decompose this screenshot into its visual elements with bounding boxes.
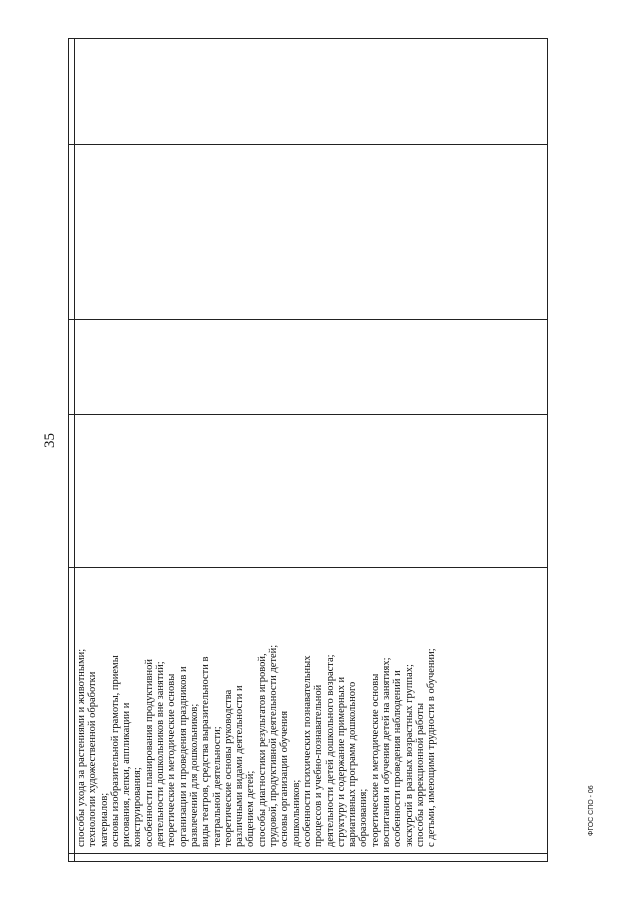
knowledge-line: экскурсий в разных возрастных группах; [403,664,415,847]
index-cell [75,853,547,861]
knowledge-line: образования; [358,788,370,847]
top-cell-2 [69,567,74,853]
empty-cell-5 [75,144,547,319]
knowledge-line: основы изобразительной грамоты, приемы [109,655,121,847]
knowledge-line: вариативных программ дошкольного [347,681,359,847]
knowledge-line: рисования, лепки, аппликации и [121,702,133,847]
knowledge-line: конструирования; [132,767,144,847]
top-cell-3 [69,414,74,567]
table-main-row [75,39,547,861]
empty-cell-4 [75,319,547,414]
knowledge-line: воспитания и обучения детей на занятиях; [381,657,393,847]
top-cell-6 [69,39,74,144]
knowledge-line: материалов; [98,792,110,847]
knowledge-line: способы ухода за растениями и животными; [76,648,87,847]
top-cell-4 [69,319,74,414]
knowledge-line: виды театров, средства выразительности в [200,656,212,847]
knowledge-line: теоретические основы руководства [222,689,234,847]
knowledge-line: деятельности детей дошкольного возраста; [324,654,336,847]
empty-cell-6 [75,39,547,144]
knowledge-line: с детьми, имеющими трудности в обучении; [426,648,438,847]
knowledge-line: основы организации обучения [279,710,291,847]
knowledge-line: различными видами деятельности и [234,685,246,847]
knowledge-line: особенности проведения наблюдений и [392,670,404,847]
footer-code: ФГОС СПО - 06 [588,785,595,836]
knowledge-line: структуру и содержание примерных и [335,676,347,847]
top-cell-5 [69,144,74,319]
knowledge-line: деятельности дошкольников вне занятий; [155,661,167,847]
knowledge-line: организации и проведения праздников и [177,666,189,847]
knowledge-list-cell [75,567,547,853]
knowledge-line: трудовой, продуктивной деятельности детей; [268,644,280,847]
top-cell-1 [69,853,74,861]
knowledge-line: способы диагностики результатов игровой, [256,653,268,847]
empty-cell-3 [75,414,547,567]
knowledge-line: теоретические и методические основы [166,673,178,847]
knowledge-line: способы коррекционной работы [414,702,426,847]
knowledge-line: особенности планирования продуктивной [143,659,155,847]
competency-table [68,38,548,862]
knowledge-line: процессов и учебно-познавательной [313,684,325,847]
knowledge-line: дошкольников; [290,779,302,847]
knowledge-line: особенности психических познавательных [301,655,313,847]
page-number: 35 [42,433,58,448]
knowledge-line: технологии художественной обработки [87,671,99,847]
knowledge-line: развлечений для дошкольников; [188,703,200,847]
knowledge-line: общением детей; [245,770,257,847]
knowledge-line: теоретические и методические основы [369,673,381,847]
knowledge-line: театральной деятельности; [211,726,223,847]
